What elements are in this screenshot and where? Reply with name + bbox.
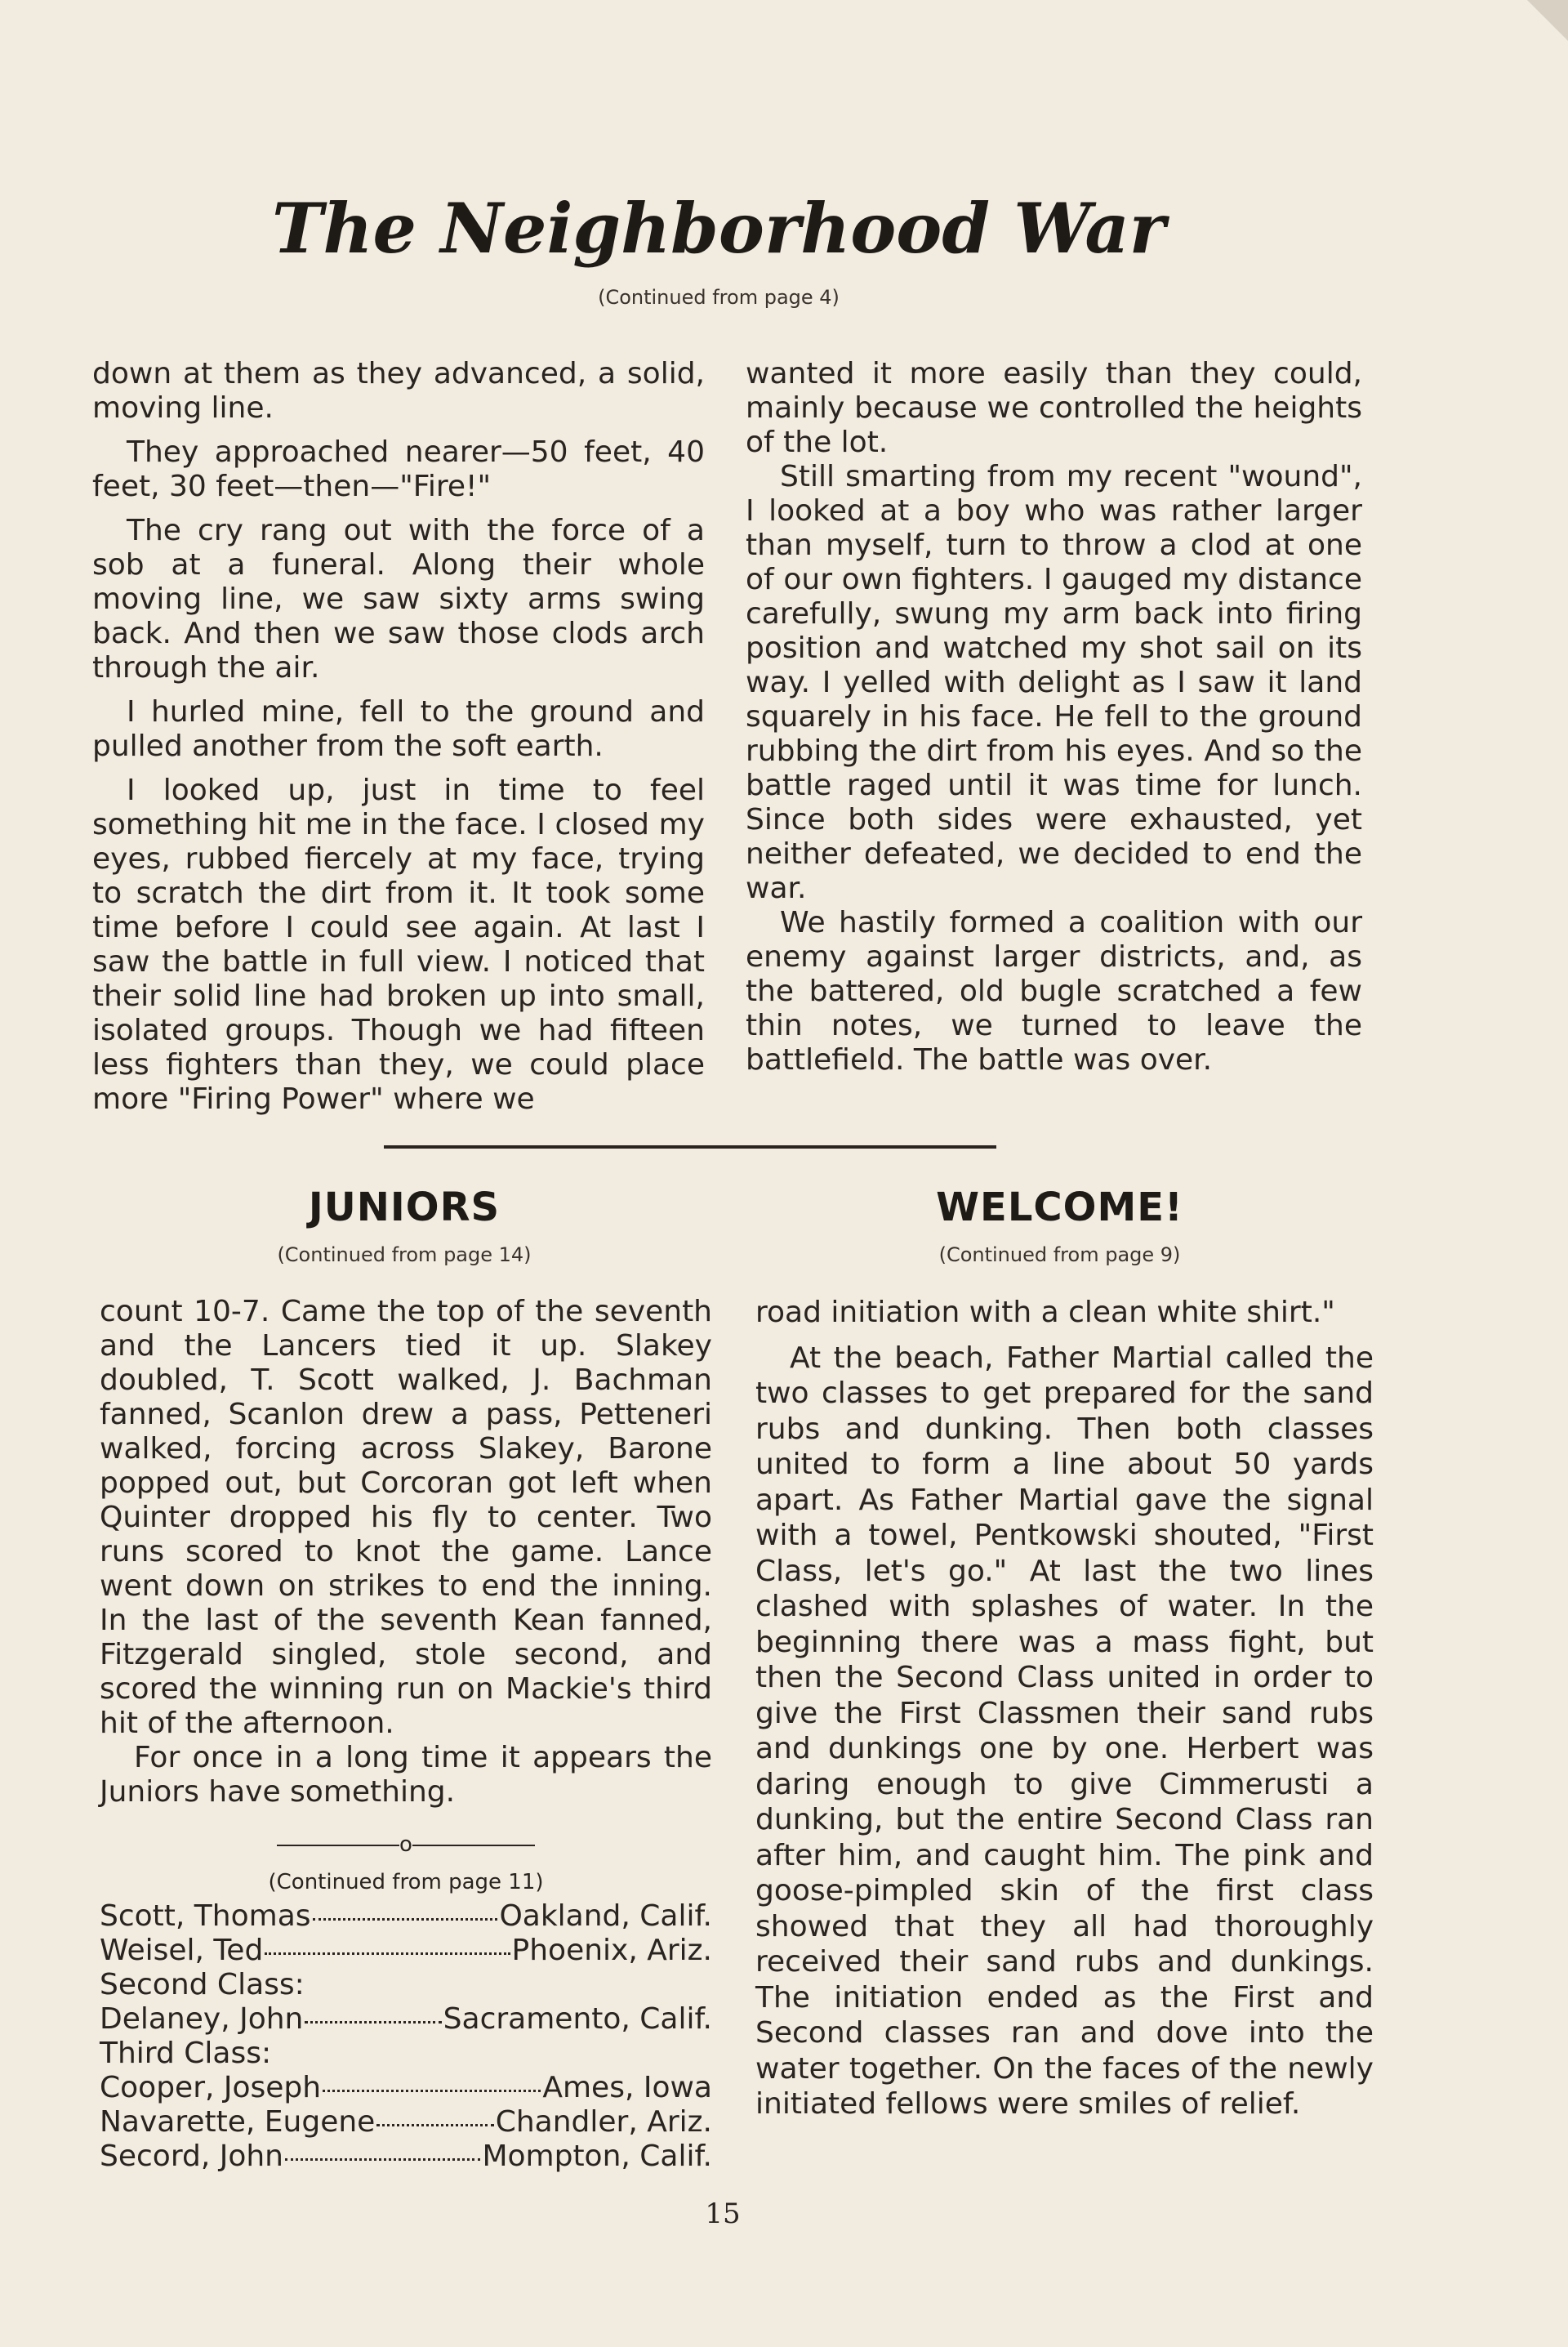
welcome-paragraph: road initiation with a clean white shirt." (755, 1296, 1335, 1329)
roster-place: Mompton, Calif. (482, 2140, 712, 2173)
welcome-paragraph: At the beach, Father Martial called the two classes to get prepared for the sand rubs and dunking. Then both classes united to form a line about 50 yards apart. As Father Martial gave the signal with a towel, Pentkowski shouted, "First Class, let's go." At last the two lines clashed with splashes of water. In the beginning there was a mass fight, but then the Second Class united in order to give the First Classmen their sand rubs and dunkings one by one. Herbert was daring enough to give Cimmerusti a dunking, but the entire Second Class ran after him, and caught him. The pink and goose-pimpled skin of the first class showed that they all had thoroughly received their sand rubs and dunkings. The initiation ended as the First and Second classes ran and dove into the water together. On the faces of the newly initiated fellows were smiles of relief. (755, 1341, 1374, 2121)
third-class-label: Third Class: (100, 2037, 272, 2070)
divider-mark: o (399, 1832, 412, 1857)
divider-line (412, 1845, 535, 1846)
roster-place: Sacramento, Calif. (443, 2002, 712, 2036)
roster-place: Chandler, Ariz. (495, 2105, 712, 2139)
welcome-continued-note: (Continued from page 9) (938, 1243, 1181, 1266)
article-title: The Neighborhood War (271, 188, 1166, 269)
juniors-paragraph: For once in a long time it appears the Juniors have something. (100, 1741, 712, 1809)
roster-place: Oakland, Calif. (499, 1899, 712, 1933)
roster-name: Scott, Thomas (100, 1899, 311, 1933)
article-paragraph: I hurled mine, fell to the ground and pulled another from the soft earth. (92, 695, 705, 763)
section-divider-rule (384, 1145, 996, 1149)
article-paragraph: They approached nearer—50 feet, 40 feet, 30 feet—then—"Fire!" (92, 435, 705, 503)
page-corner-fold (1527, 0, 1568, 41)
article-paragraph: I looked up, just in time to feel something hit me in the face. I closed my eyes, rubbed fiercely at my face, trying to scratch the dirt from it. It took some time before I could see again. At last I saw the battle in full view. I noticed that their solid line had broken up into small, isolated groups. Though we had fifteen less fighters than they, we could place more "Firing Power" where we (92, 774, 705, 1116)
small-divider (100, 1827, 712, 1862)
roster-continued-note: (Continued from page 11) (268, 1870, 544, 1894)
article-paragraph: down at them as they advanced, a solid, moving line. (92, 357, 705, 425)
roster-entry (100, 1934, 712, 1968)
article-right-column (746, 357, 1362, 1078)
leader-dots (313, 1918, 498, 1921)
roster-entry (100, 2002, 712, 2037)
article-continued-note: (Continued from page 4) (598, 286, 840, 309)
leader-dots (265, 1952, 510, 1955)
juniors-paragraph: count 10-7. Came the top of the seventh and the Lancers tied it up. Slakey doubled, T. Scott walked, J. Bachman fanned, Scanlon drew a pass, Petteneri walked, forcing across Slakey, Barone popped out, but Corcoran got left when Quinter dropped his fly to center. Two runs scored to knot the game. Lance went down on strikes to end the inning. In the last of the seventh Kean fanned, Fitzgerald singled, stole second, and scored the winning run on Mackie's third hit of the afternoon. (100, 1295, 712, 1740)
leader-dots (285, 2158, 480, 2161)
roster-entry (100, 2071, 712, 2105)
leader-dots (376, 2124, 493, 2126)
leader-dots (323, 2090, 541, 2092)
welcome-column (755, 1295, 1374, 2122)
juniors-continued-note: (Continued from page 14) (277, 1243, 532, 1266)
second-class-label: Second Class: (100, 1968, 305, 2001)
roster-name: Delaney, John (100, 2002, 304, 2036)
roster-entry (100, 1899, 712, 1934)
article-paragraph: Still smarting from my recent "wound", I looked at a boy who was rather larger than myself, turn to throw a clod at one of our own fighters. I gauged my distance carefully, swung my arm back into firing position and watched my shot sail on its way. I yelled with delight as I saw it land squarely in his face. He fell to the ground rubbing the dirt from his eyes. And so the battle raged until it was time for lunch. Since both sides were exhausted, yet neither defeated, we decided to end the war. (746, 460, 1362, 905)
leader-dots (305, 2021, 441, 2024)
page-number: 15 (705, 2198, 741, 2230)
roster-place: Ames, Iowa (542, 2071, 712, 2104)
juniors-column (100, 1295, 712, 2174)
roster-entry (100, 2140, 712, 2174)
roster-entry (100, 2105, 712, 2140)
article-left-column (92, 357, 705, 1117)
article-paragraph: The cry rang out with the force of a sob at a funeral. Along their whole moving line, we saw sixty arms swing back. And then we saw those clods arch through the air. (92, 514, 705, 685)
roster-name: Weisel, Ted (100, 1934, 264, 1967)
article-paragraph: We hastily formed a coalition with our enemy against larger districts, and, as the battered, old bugle scratched a few thin notes, we turned to leave the battlefield. The battle was over. (746, 906, 1362, 1077)
welcome-title: WELCOME! (936, 1185, 1183, 1230)
roster-name: Navarette, Eugene (100, 2105, 376, 2139)
roster-place: Phoenix, Ariz. (511, 1934, 712, 1967)
roster-name: Cooper, Joseph (100, 2071, 322, 2104)
juniors-title: JUNIORS (308, 1185, 501, 1230)
roster-name: Secord, John (100, 2140, 283, 2173)
divider-line (277, 1845, 399, 1846)
article-paragraph: wanted it more easily than they could, mainly because we controlled the heights of the lot. (746, 357, 1362, 459)
